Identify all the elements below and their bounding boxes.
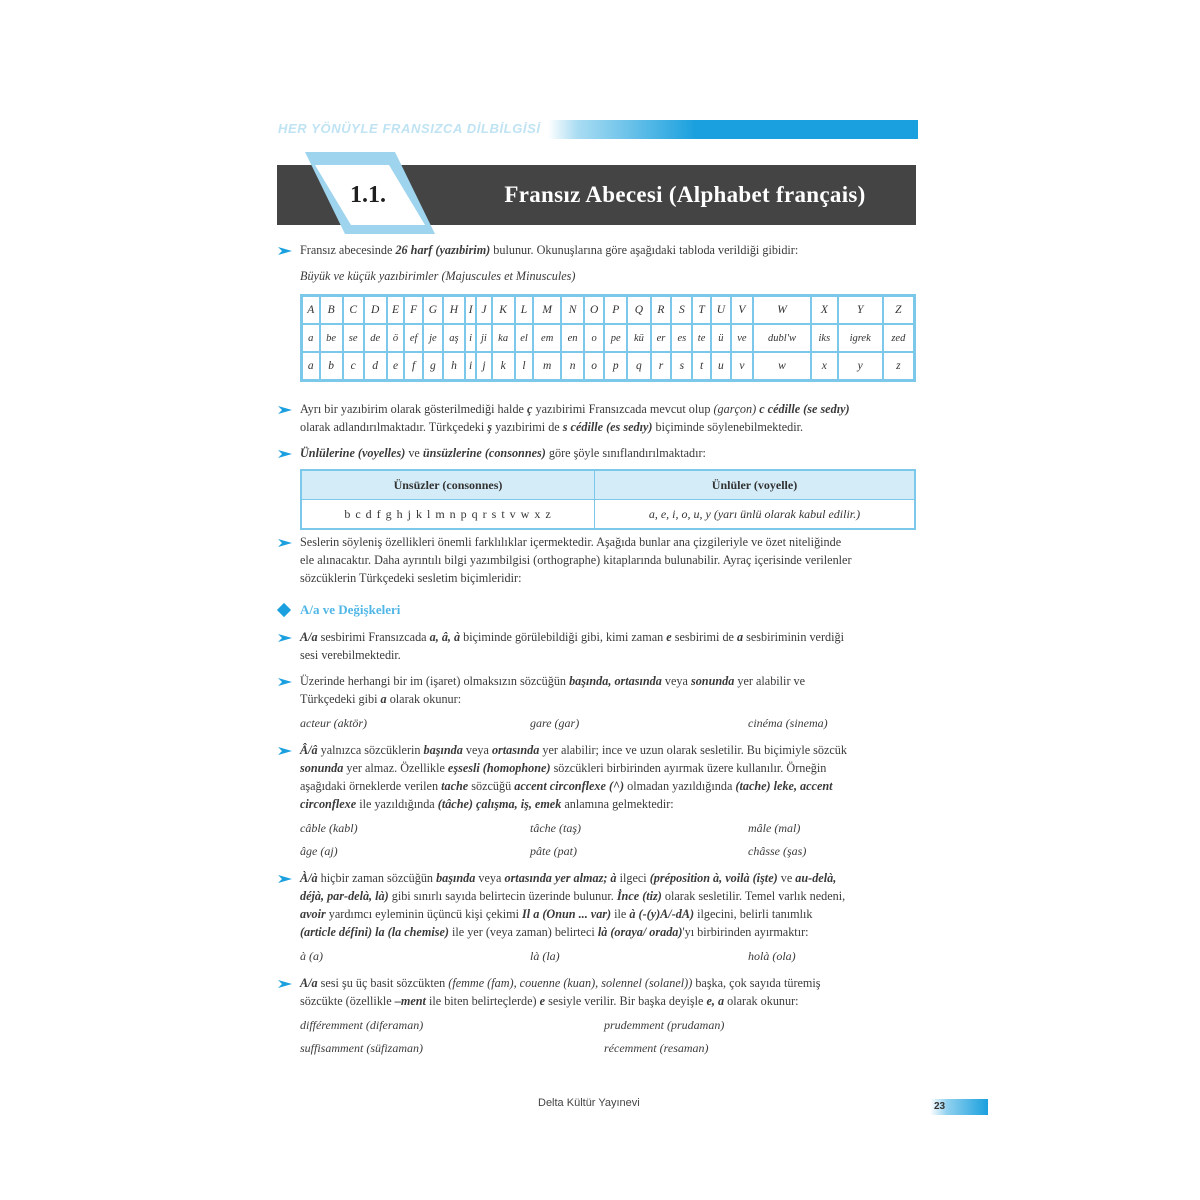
alphabet-upper-cell: N: [561, 296, 584, 324]
alphabet-table: [300, 294, 916, 382]
grave-a-paragraph: À/à hiçbir zaman sözcüğün başında veya ortasında yer almaz; à ilgeci (préposition à, voilà (işte) ve au-delà, déjà, par-delà, là) gibi sınırlı sayıda belirtecin üzerinde bulunur. İnce (tiz) olarak sesletilir. Temel varlık nedeni, avoir yardımcı eyleminin üçüncü kişi çekimi Il a (Onun ... var) ile à (-(y)A/-dA) ilgecini, belirli tanımlık (article défini) la (la chemise) ile yer (veya zaman) belirteci là (oraya/ orada)'yı birbirinden ayırmaktır:: [300, 871, 846, 939]
alphabet-name-cell: dubl'w: [753, 324, 811, 352]
alphabet-upper-cell: W: [753, 296, 811, 324]
alphabet-name-cell: ü: [711, 324, 731, 352]
example-word: holà (ola): [748, 949, 796, 963]
alphabet-upper-cell: G: [423, 296, 443, 324]
alphabet-upper-cell: Y: [838, 296, 883, 324]
alphabet-lower-cell: m: [533, 352, 561, 380]
alphabet-uppercase-row: [302, 296, 914, 324]
alphabet-names-row: [302, 324, 914, 352]
classify-paragraph: Ünlülerine (voyelles) ve ünsüzlerine (consonnes) göre şöyle sınıflandırılmaktadır:: [300, 446, 706, 460]
alphabet-upper-cell: O: [584, 296, 604, 324]
alphabet-lower-cell: r: [651, 352, 672, 380]
example-word: suffisamment (süfizaman): [300, 1041, 423, 1055]
alphabet-upper-cell: J: [476, 296, 491, 324]
example-word: à (a): [300, 949, 323, 963]
consonants-list: b c d f g h j k l m n p q r s t v w x z: [301, 500, 595, 530]
diamond-bullet-icon: [277, 603, 291, 617]
alphabet-name-cell: aş: [443, 324, 465, 352]
arrow-bullet-icon: [278, 677, 292, 689]
alphabet-upper-cell: F: [404, 296, 423, 324]
alphabet-upper-cell: X: [811, 296, 838, 324]
alphabet-name-cell: igrek: [838, 324, 883, 352]
alphabet-name-cell: pe: [604, 324, 627, 352]
alphabet-name-cell: be: [320, 324, 343, 352]
alphabet-lower-cell: d: [364, 352, 387, 380]
alphabet-lower-cell: h: [443, 352, 465, 380]
arrow-bullet-icon: [278, 449, 292, 461]
alphabet-name-cell: i: [465, 324, 476, 352]
chapter-number: 1.1.: [350, 182, 386, 208]
alphabet-upper-cell: V: [731, 296, 753, 324]
running-header-title: HER YÖNÜYLE FRANSIZCA DİLBİLGİSİ: [278, 121, 541, 136]
arrow-bullet-icon: [278, 405, 292, 417]
alphabet-lower-cell: e: [387, 352, 405, 380]
plain-a-paragraph: Üzerinde herhangi bir im (işaret) olmaksızın sözcüğün başında, ortasında veya sonunda yer alabilir ve Türkçedeki gibi a olarak okunur:: [300, 674, 806, 706]
alphabet-upper-cell: Q: [627, 296, 650, 324]
alphabet-name-cell: en: [561, 324, 584, 352]
alphabet-lower-cell: n: [561, 352, 584, 380]
alphabet-name-cell: te: [692, 324, 711, 352]
alphabet-upper-cell: E: [387, 296, 405, 324]
alphabet-lower-cell: o: [584, 352, 604, 380]
sounds-paragraph: Seslerin söyleniş özellikleri önemli farklılıklar içermektedir. Aşağıda bunlar ana çizgileriyle ve özet niteliğinde ele alınacaktır. Daha ayrıntılı bilgi yazımbilgisi (orthographe) kitaplarında bulunabilir. Ayraç içerisinde verilenler sözcüklerin Türkçedeki sesletim biçimleridir:: [300, 535, 852, 585]
alphabet-lower-cell: v: [731, 352, 753, 380]
example-word: tâche (taş): [530, 821, 581, 835]
alphabet-upper-cell: A: [302, 296, 320, 324]
a-as-e-paragraph: A/a sesi şu üç basit sözcükten (femme (fam), couenne (kuan), solennel (solanel)) başka, çok sayıda türemiş sözcükte (özellikle –ment ile biten belirteçlerde) e sesiyle verilir. Bir başka deyişle e, a olarak okunur:: [300, 976, 821, 1008]
alphabet-name-cell: iks: [811, 324, 838, 352]
a-sound-paragraph: A/a sesbirimi Fransızcada a, â, à biçiminde görülebildiği gibi, kimi zaman e sesbirimi de a sesbiriminin verdiği sesi verebilmektedir.: [300, 630, 844, 662]
cedille-paragraph: Ayrı bir yazıbirim olarak gösterilmediği halde ç yazıbirimi Fransızcada mevcut olup (garçon) c cédille (se sedıy) olarak adlandırılmaktadır. Türkçedeki ş yazıbirimi de s cédille (es sedıy) biçiminde söylenebilmektedir.: [300, 402, 850, 434]
alphabet-name-cell: je: [423, 324, 443, 352]
alphabet-upper-cell: K: [492, 296, 515, 324]
alphabet-upper-cell: Z: [883, 296, 914, 324]
header-accent-bar: [548, 120, 918, 139]
alphabet-lower-cell: y: [838, 352, 883, 380]
example-word: prudemment (prudaman): [604, 1018, 725, 1032]
alphabet-lower-cell: a: [302, 352, 320, 380]
alphabet-name-cell: a: [302, 324, 320, 352]
alphabet-name-cell: er: [651, 324, 672, 352]
example-word: différemment (diferaman): [300, 1018, 424, 1032]
example-word: acteur (aktör): [300, 716, 367, 730]
alphabet-name-cell: ji: [476, 324, 491, 352]
alphabet-name-cell: kü: [627, 324, 650, 352]
alphabet-lower-cell: u: [711, 352, 731, 380]
alphabet-lower-cell: g: [423, 352, 443, 380]
alphabet-lower-cell: t: [692, 352, 711, 380]
arrow-bullet-icon: [278, 633, 292, 645]
example-word: récemment (resaman): [604, 1041, 709, 1055]
table-caption: Büyük ve küçük yazıbirimler (Majuscules et Minuscules): [300, 269, 576, 283]
example-word: gare (gar): [530, 716, 580, 730]
alphabet-upper-cell: P: [604, 296, 627, 324]
alphabet-name-cell: de: [364, 324, 387, 352]
example-word: là (la): [530, 949, 560, 963]
alphabet-lower-cell: q: [627, 352, 650, 380]
arrow-bullet-icon: [278, 746, 292, 758]
alphabet-name-cell: ve: [731, 324, 753, 352]
alphabet-name-cell: el: [515, 324, 534, 352]
alphabet-upper-cell: U: [711, 296, 731, 324]
alphabet-lower-cell: s: [671, 352, 692, 380]
alphabet-name-cell: es: [671, 324, 692, 352]
arrow-bullet-icon: [278, 246, 292, 258]
alphabet-lower-cell: z: [883, 352, 914, 380]
alphabet-upper-cell: R: [651, 296, 672, 324]
arrow-bullet-icon: [278, 538, 292, 550]
example-word: âge (aj): [300, 844, 338, 858]
arrow-bullet-icon: [278, 874, 292, 886]
alphabet-name-cell: o: [584, 324, 604, 352]
alphabet-upper-cell: L: [515, 296, 534, 324]
alphabet-name-cell: ef: [404, 324, 423, 352]
alphabet-upper-cell: D: [364, 296, 387, 324]
example-word: mâle (mal): [748, 821, 801, 835]
alphabet-name-cell: ka: [492, 324, 515, 352]
alphabet-upper-cell: B: [320, 296, 343, 324]
alphabet-lower-cell: l: [515, 352, 534, 380]
alphabet-name-cell: se: [343, 324, 364, 352]
alphabet-name-cell: zed: [883, 324, 914, 352]
alphabet-lowercase-row: [302, 352, 914, 380]
example-word: pâte (pat): [530, 844, 577, 858]
arrow-bullet-icon: [278, 979, 292, 991]
vowels-cell: a, e, i, o, u, y (yarı ünlü olarak kabul edilir.): [595, 500, 916, 530]
chapter-title: Fransız Abecesi (Alphabet français): [504, 182, 866, 207]
alphabet-name-cell: ö: [387, 324, 405, 352]
alphabet-lower-cell: f: [404, 352, 423, 380]
consonants-vowels-table: [300, 469, 916, 530]
publisher-name: Delta Kültür Yayınevi: [538, 1097, 640, 1109]
alphabet-lower-cell: i: [465, 352, 476, 380]
alphabet-upper-cell: C: [343, 296, 364, 324]
alphabet-upper-cell: I: [465, 296, 476, 324]
alphabet-lower-cell: x: [811, 352, 838, 380]
example-word: cinéma (sinema): [748, 716, 828, 730]
example-word: châsse (şas): [748, 844, 807, 858]
alphabet-upper-cell: H: [443, 296, 465, 324]
alphabet-upper-cell: S: [671, 296, 692, 324]
example-word: câble (kabl): [300, 821, 358, 835]
alphabet-lower-cell: b: [320, 352, 343, 380]
alphabet-lower-cell: w: [753, 352, 811, 380]
alphabet-upper-cell: M: [533, 296, 561, 324]
alphabet-lower-cell: j: [476, 352, 491, 380]
vowels-header: Ünlüler (voyelle): [595, 470, 916, 500]
page-number: 23: [934, 1101, 946, 1112]
alphabet-lower-cell: p: [604, 352, 627, 380]
alphabet-upper-cell: T: [692, 296, 711, 324]
alphabet-name-cell: em: [533, 324, 561, 352]
consonants-header: Ünsüzler (consonnes): [301, 470, 595, 500]
section-title: A/a ve Değişkeleri: [300, 602, 401, 617]
intro-paragraph: Fransız abecesinde 26 harf (yazıbirim) bulunur. Okunuşlarına göre aşağıdaki tabloda verildiği gibidir:: [300, 243, 799, 257]
alphabet-lower-cell: c: [343, 352, 364, 380]
circumflex-a-paragraph: Â/â yalnızca sözcüklerin başında veya ortasında yer alabilir; ince ve uzun olarak sesletilir. Bu biçimiyle sözcük sonunda yer almaz. Özellikle eşsesli (homophone) sözcükleri birbirinden ayırmak üzere kullanılır. Örneğin aşağıdaki örneklerde verilen tache sözcüğü accent circonflexe (^) olmadan yazıldığında (tache) leke, accent circonflexe ile yazıldığında (tâche) çalışma, iş, emek anlamına gelmektedir:: [300, 743, 847, 811]
alphabet-lower-cell: k: [492, 352, 515, 380]
